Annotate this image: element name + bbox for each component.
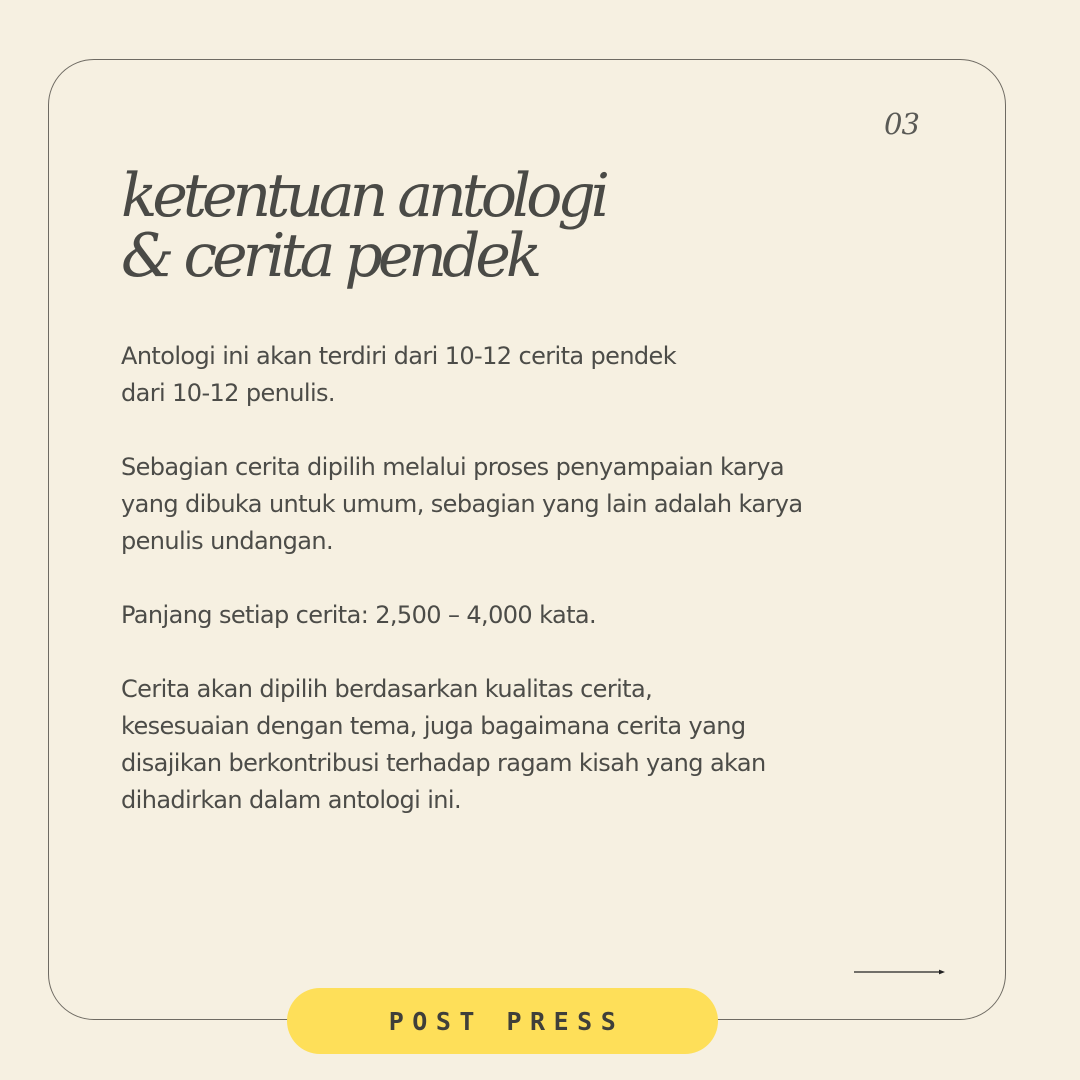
title-line-2: & cerita pendek: [121, 221, 538, 291]
paragraph-line: penulis undangan.: [121, 527, 334, 555]
paragraph-line: kesesuaian dengan tema, juga bagaimana cerita yang: [121, 712, 746, 740]
brand-label: POST PRESS: [388, 1006, 625, 1036]
paragraph-line: dihadirkan dalam antologi ini.: [121, 786, 462, 814]
paragraph-story-length: [121, 597, 941, 634]
title-line-1: ketentuan antologi: [121, 161, 605, 231]
page-title: [121, 161, 605, 291]
paragraph-selection-process: [121, 449, 941, 560]
paragraph-selection-criteria: [121, 671, 941, 819]
brand-badge: [287, 988, 718, 1054]
paragraph-line: Antologi ini akan terdiri dari 10-12 cerita pendek: [121, 342, 677, 370]
body-text: [121, 338, 941, 856]
paragraph-line: Sebagian cerita dipilih melalui proses penyampaian karya: [121, 453, 784, 481]
paragraph-line: disajikan berkontribusi terhadap ragam kisah yang akan: [121, 749, 766, 777]
paragraph-anthology-size: [121, 338, 941, 412]
paragraph-line: dari 10-12 penulis.: [121, 379, 335, 407]
paragraph-line: yang dibuka untuk umum, sebagian yang lain adalah karya: [121, 490, 803, 518]
paragraph-line: Panjang setiap cerita: 2,500 – 4,000 kata.: [121, 601, 597, 629]
page-number: 03: [884, 107, 919, 141]
paragraph-line: Cerita akan dipilih berdasarkan kualitas cerita,: [121, 675, 653, 703]
arrow-right-icon[interactable]: [854, 966, 946, 978]
